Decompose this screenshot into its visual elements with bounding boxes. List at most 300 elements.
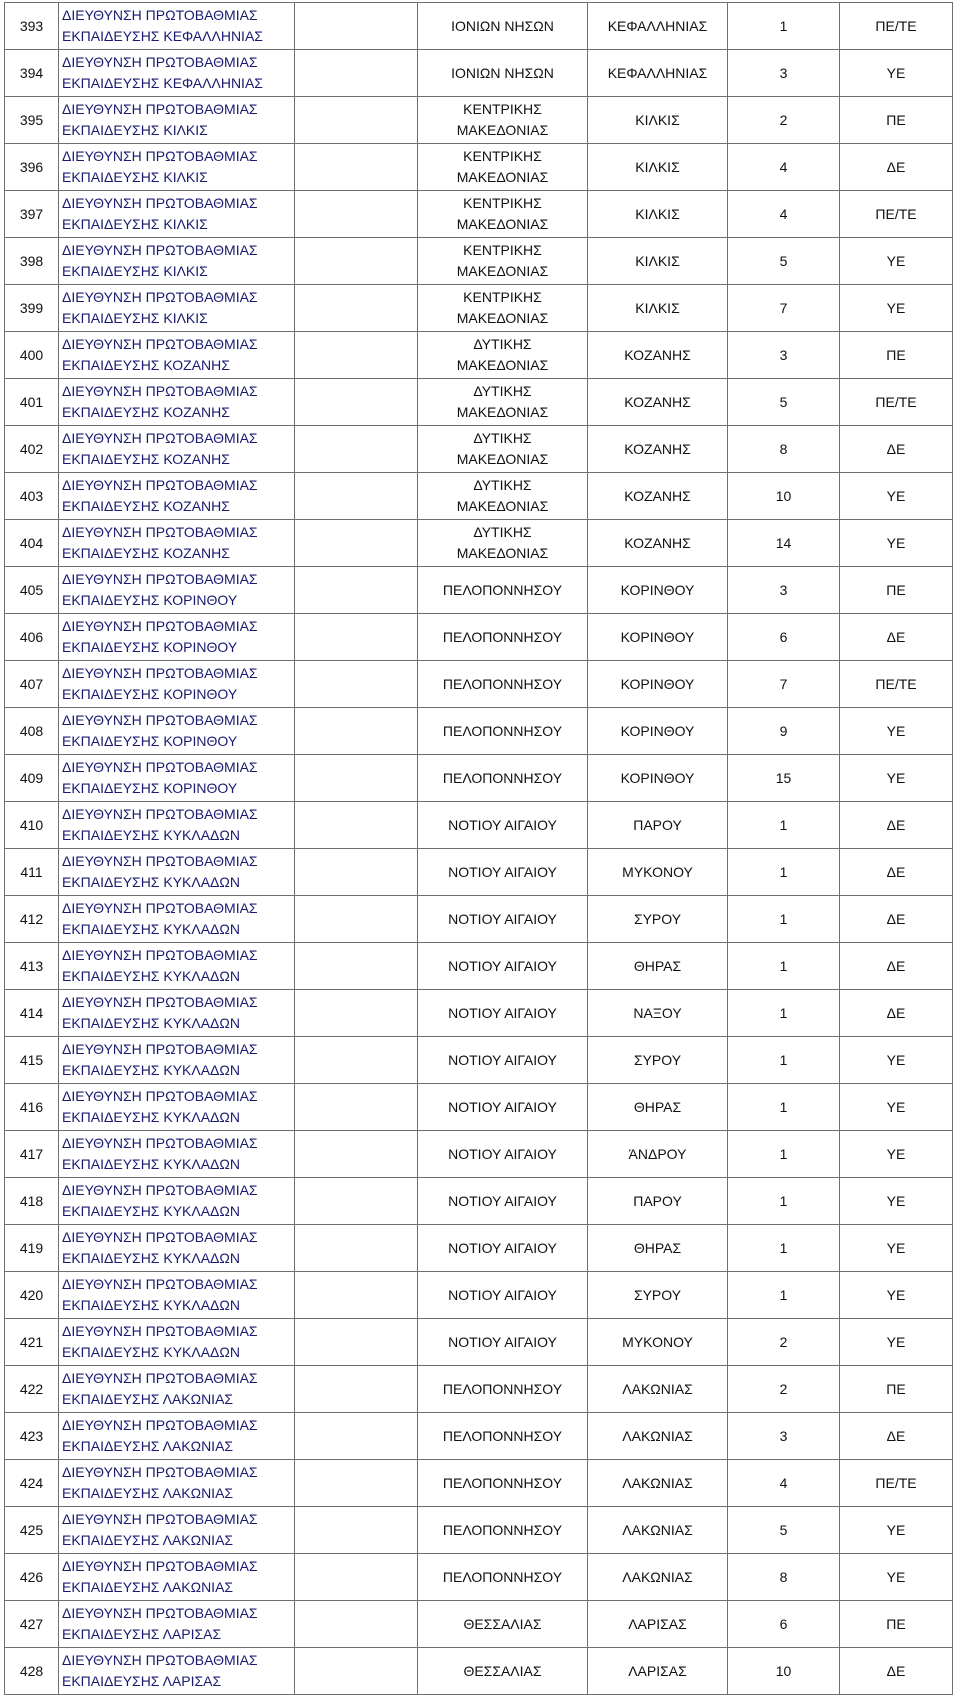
region-line: ΔΥΤΙΚΗΣ [473,336,532,352]
table-row [5,1225,953,1272]
category-cell: ΔΕ [840,144,953,191]
region-cell [418,943,588,990]
directorate-line: ΕΚΠΑΙΔΕΥΣΗΣ ΛΑΡΙΣΑΣ [62,1626,222,1642]
prefecture-cell: ΝΑΞΟΥ [588,990,728,1037]
region-cell [418,1131,588,1178]
directorate-line: ΕΚΠΑΙΔΕΥΣΗΣ ΛΑΚΩΝΙΑΣ [62,1485,234,1501]
table-row [5,567,953,614]
directorate-line: ΔΙΕΥΘΥΝΣΗ ΠΡΩΤΟΒΑΘΜΙΑΣ [62,1464,258,1480]
count-cell: 4 [728,191,840,238]
directorate-line: ΔΙΕΥΘΥΝΣΗ ΠΡΩΤΟΒΑΘΜΙΑΣ [62,101,258,117]
directorate-line: ΔΙΕΥΘΥΝΣΗ ΠΡΩΤΟΒΑΘΜΙΑΣ [62,712,258,728]
row-number: 413 [5,943,59,990]
region-line: ΚΕΝΤΡΙΚΗΣ [463,148,542,164]
region-line: ΝΟΤΙΟΥ ΑΙΓΑΙΟΥ [448,1051,557,1068]
directorate-line: ΔΙΕΥΘΥΝΣΗ ΠΡΩΤΟΒΑΘΜΙΑΣ [62,1276,258,1292]
table-row [5,1601,953,1648]
region-line: ΠΕΛΟΠΟΝΝΗΣΟΥ [442,675,563,692]
empty-cell [295,379,418,426]
row-number: 402 [5,426,59,473]
table-row [5,1084,953,1131]
table-row [5,1319,953,1366]
region-cell [418,1084,588,1131]
row-number: 424 [5,1460,59,1507]
count-cell: 6 [728,614,840,661]
category-cell: ΔΕ [840,614,953,661]
category-cell: ΥΕ [840,1225,953,1272]
directorate-line: ΕΚΠΑΙΔΕΥΣΗΣ ΚΟΖΑΝΗΣ [62,357,230,373]
region-line: ΠΕΛΟΠΟΝΝΗΣΟΥ [442,1427,563,1444]
region-cell [418,1460,588,1507]
directorate-cell [59,567,295,614]
category-cell: ΠΕ [840,1601,953,1648]
directorate-line: ΔΙΕΥΘΥΝΣΗ ΠΡΩΤΟΒΑΘΜΙΑΣ [62,195,258,211]
category-cell: ΥΕ [840,755,953,802]
category-cell: ΥΕ [840,473,953,520]
directorate-line: ΕΚΠΑΙΔΕΥΣΗΣ ΚΥΚΛΑΔΩΝ [62,1015,240,1031]
prefecture-cell: ΛΑΚΩΝΙΑΣ [588,1460,728,1507]
table-row [5,990,953,1037]
region-line: ΝΟΤΙΟΥ ΑΙΓΑΙΟΥ [448,1333,557,1350]
count-cell: 5 [728,379,840,426]
region-cell [418,1601,588,1648]
directorate-line: ΔΙΕΥΘΥΝΣΗ ΠΡΩΤΟΒΑΘΜΙΑΣ [62,1182,258,1198]
row-number: 422 [5,1366,59,1413]
row-number: 409 [5,755,59,802]
region-cell [418,1554,588,1601]
row-number: 404 [5,520,59,567]
prefecture-cell: ΚΟΖΑΝΗΣ [588,332,728,379]
directorate-line: ΕΚΠΑΙΔΕΥΣΗΣ ΚΥΚΛΑΔΩΝ [62,1344,240,1360]
prefecture-cell: ΆΝΔΡΟΥ [588,1131,728,1178]
category-cell: ΥΕ [840,50,953,97]
empty-cell [295,661,418,708]
region-cell [418,379,588,426]
directorate-cell [59,473,295,520]
directorate-cell [59,520,295,567]
region-cell [418,191,588,238]
prefecture-cell: ΚΙΛΚΙΣ [588,191,728,238]
prefecture-cell: ΚΟΡΙΝΘΟΥ [588,755,728,802]
region-cell [418,661,588,708]
category-cell: ΥΕ [840,1554,953,1601]
table-row [5,50,953,97]
region-line: ΘΕΣΣΑΛΙΑΣ [463,1662,542,1679]
table-row [5,1178,953,1225]
directorate-cell [59,1272,295,1319]
directorate-cell [59,3,295,50]
directorate-cell [59,285,295,332]
region-line: ΜΑΚΕΔΟΝΙΑΣ [456,216,549,232]
empty-cell [295,990,418,1037]
count-cell: 1 [728,1037,840,1084]
region-line: ΠΕΛΟΠΟΝΝΗΣΟΥ [442,722,563,739]
category-cell: ΠΕ [840,1366,953,1413]
row-number: 408 [5,708,59,755]
prefecture-cell: ΘΗΡΑΣ [588,1225,728,1272]
directorate-line: ΕΚΠΑΙΔΕΥΣΗΣ ΚΥΚΛΑΔΩΝ [62,1109,240,1125]
row-number: 407 [5,661,59,708]
row-number: 412 [5,896,59,943]
table-row [5,473,953,520]
row-number: 416 [5,1084,59,1131]
prefecture-cell: ΚΙΛΚΙΣ [588,144,728,191]
directorate-line: ΕΚΠΑΙΔΕΥΣΗΣ ΚΙΛΚΙΣ [62,216,208,232]
directorate-line: ΔΙΕΥΘΥΝΣΗ ΠΡΩΤΟΒΑΘΜΙΑΣ [62,1041,258,1057]
count-cell: 3 [728,332,840,379]
empty-cell [295,1178,418,1225]
directorate-line: ΔΙΕΥΘΥΝΣΗ ΠΡΩΤΟΒΑΘΜΙΑΣ [62,289,258,305]
category-cell: ΠΕ/ΤΕ [840,3,953,50]
positions-table [4,2,953,1695]
empty-cell [295,50,418,97]
table-row [5,97,953,144]
directorate-line: ΕΚΠΑΙΔΕΥΣΗΣ ΚΟΡΙΝΘΟΥ [62,639,238,655]
row-number: 425 [5,1507,59,1554]
category-cell: ΠΕ/ΤΕ [840,191,953,238]
category-cell: ΔΕ [840,802,953,849]
empty-cell [295,1366,418,1413]
count-cell: 10 [728,473,840,520]
directorate-cell [59,191,295,238]
prefecture-cell: ΚΕΦΑΛΛΗΝΙΑΣ [588,50,728,97]
directorate-line: ΕΚΠΑΙΔΕΥΣΗΣ ΚΙΛΚΙΣ [62,169,208,185]
directorate-cell [59,1648,295,1695]
count-cell: 2 [728,97,840,144]
region-line: ΜΑΚΕΔΟΝΙΑΣ [456,498,549,514]
region-line: ΝΟΤΙΟΥ ΑΙΓΑΙΟΥ [448,863,557,880]
table-row [5,3,953,50]
directorate-cell [59,144,295,191]
region-cell [418,50,588,97]
count-cell: 2 [728,1319,840,1366]
row-number: 420 [5,1272,59,1319]
directorate-cell [59,1554,295,1601]
directorate-line: ΔΙΕΥΘΥΝΣΗ ΠΡΩΤΟΒΑΘΜΙΑΣ [62,853,258,869]
table-row [5,708,953,755]
count-cell: 1 [728,1178,840,1225]
region-line: ΠΕΛΟΠΟΝΝΗΣΟΥ [442,1474,563,1491]
directorate-cell [59,1037,295,1084]
directorate-cell [59,1413,295,1460]
row-number: 415 [5,1037,59,1084]
category-cell: ΔΕ [840,990,953,1037]
region-cell [418,567,588,614]
region-cell [418,802,588,849]
region-line: ΚΕΝΤΡΙΚΗΣ [463,242,542,258]
category-cell: ΥΕ [840,1319,953,1366]
row-number: 398 [5,238,59,285]
count-cell: 1 [728,1131,840,1178]
directorate-line: ΕΚΠΑΙΔΕΥΣΗΣ ΛΑΡΙΣΑΣ [62,1673,222,1689]
region-cell [418,1225,588,1272]
count-cell: 8 [728,426,840,473]
region-cell [418,520,588,567]
directorate-cell [59,1507,295,1554]
prefecture-cell: ΣΥΡΟΥ [588,1037,728,1084]
directorate-line: ΕΚΠΑΙΔΕΥΣΗΣ ΚΟΡΙΝΘΟΥ [62,733,238,749]
table-row [5,285,953,332]
count-cell: 7 [728,661,840,708]
table-row [5,379,953,426]
directorate-cell [59,238,295,285]
empty-cell [295,97,418,144]
count-cell: 1 [728,1225,840,1272]
region-cell [418,332,588,379]
count-cell: 4 [728,144,840,191]
region-line: ΝΟΤΙΟΥ ΑΙΓΑΙΟΥ [448,910,557,927]
table-row [5,426,953,473]
directorate-line: ΕΚΠΑΙΔΕΥΣΗΣ ΛΑΚΩΝΙΑΣ [62,1391,234,1407]
table-row [5,238,953,285]
table-row [5,1648,953,1695]
table-row [5,520,953,567]
prefecture-cell: ΘΗΡΑΣ [588,943,728,990]
prefecture-cell: ΚΙΛΚΙΣ [588,97,728,144]
directorate-line: ΕΚΠΑΙΔΕΥΣΗΣ ΚΙΛΚΙΣ [62,122,208,138]
prefecture-cell: ΚΟΖΑΝΗΣ [588,520,728,567]
category-cell: ΥΕ [840,1272,953,1319]
table-row [5,191,953,238]
region-line: ΝΟΤΙΟΥ ΑΙΓΑΙΟΥ [448,1145,557,1162]
count-cell: 10 [728,1648,840,1695]
region-line: ΚΕΝΤΡΙΚΗΣ [463,289,542,305]
directorate-cell [59,1084,295,1131]
count-cell: 4 [728,1460,840,1507]
directorate-cell [59,379,295,426]
count-cell: 1 [728,1084,840,1131]
directorate-cell [59,849,295,896]
count-cell: 3 [728,567,840,614]
row-number: 421 [5,1319,59,1366]
directorate-line: ΔΙΕΥΘΥΝΣΗ ΠΡΩΤΟΒΑΘΜΙΑΣ [62,1417,258,1433]
region-line: ΜΑΚΕΔΟΝΙΑΣ [456,122,549,138]
table-row [5,614,953,661]
row-number: 426 [5,1554,59,1601]
directorate-cell [59,755,295,802]
empty-cell [295,1131,418,1178]
empty-cell [295,1413,418,1460]
region-cell [418,285,588,332]
table-row [5,1413,953,1460]
directorate-line: ΕΚΠΑΙΔΕΥΣΗΣ ΛΑΚΩΝΙΑΣ [62,1579,234,1595]
region-line: ΜΑΚΕΔΟΝΙΑΣ [456,310,549,326]
count-cell: 1 [728,849,840,896]
region-cell [418,755,588,802]
empty-cell [295,1507,418,1554]
count-cell: 3 [728,50,840,97]
region-line: ΠΕΛΟΠΟΝΝΗΣΟΥ [442,1568,563,1585]
empty-cell [295,708,418,755]
region-cell [418,849,588,896]
prefecture-cell: ΘΗΡΑΣ [588,1084,728,1131]
directorate-line: ΕΚΠΑΙΔΕΥΣΗΣ ΚΕΦΑΛΛΗΝΙΑΣ [62,28,263,44]
category-cell: ΥΕ [840,1131,953,1178]
empty-cell [295,943,418,990]
category-cell: ΥΕ [840,1178,953,1225]
region-line: ΜΑΚΕΔΟΝΙΑΣ [456,404,549,420]
row-number: 417 [5,1131,59,1178]
region-cell [418,1319,588,1366]
directorate-line: ΕΚΠΑΙΔΕΥΣΗΣ ΚΟΡΙΝΘΟΥ [62,592,238,608]
table-row [5,943,953,990]
directorate-cell [59,1131,295,1178]
count-cell: 1 [728,802,840,849]
region-line: ΝΟΤΙΟΥ ΑΙΓΑΙΟΥ [448,816,557,833]
region-cell [418,426,588,473]
region-line: ΝΟΤΙΟΥ ΑΙΓΑΙΟΥ [448,1192,557,1209]
count-cell: 6 [728,1601,840,1648]
region-cell [418,1413,588,1460]
row-number: 427 [5,1601,59,1648]
region-cell [418,896,588,943]
table-row [5,1037,953,1084]
prefecture-cell: ΚΙΛΚΙΣ [588,238,728,285]
empty-cell [295,755,418,802]
category-cell: ΔΕ [840,426,953,473]
count-cell: 1 [728,943,840,990]
prefecture-cell: ΚΟΖΑΝΗΣ [588,426,728,473]
row-number: 399 [5,285,59,332]
directorate-cell [59,50,295,97]
directorate-cell [59,661,295,708]
directorate-cell [59,1601,295,1648]
region-line: ΝΟΤΙΟΥ ΑΙΓΑΙΟΥ [448,1286,557,1303]
empty-cell [295,1460,418,1507]
row-number: 428 [5,1648,59,1695]
prefecture-cell: ΚΟΡΙΝΘΟΥ [588,614,728,661]
count-cell: 2 [728,1366,840,1413]
prefecture-cell: ΚΟΡΙΝΘΟΥ [588,567,728,614]
directorate-line: ΔΙΕΥΘΥΝΣΗ ΠΡΩΤΟΒΑΘΜΙΑΣ [62,1135,258,1151]
directorate-line: ΕΚΠΑΙΔΕΥΣΗΣ ΚΥΚΛΑΔΩΝ [62,874,240,890]
prefecture-cell: ΛΑΡΙΣΑΣ [588,1648,728,1695]
directorate-cell [59,1460,295,1507]
directorate-line: ΔΙΕΥΘΥΝΣΗ ΠΡΩΤΟΒΑΘΜΙΑΣ [62,759,258,775]
directorate-line: ΔΙΕΥΘΥΝΣΗ ΠΡΩΤΟΒΑΘΜΙΑΣ [62,900,258,916]
directorate-cell [59,1366,295,1413]
count-cell: 8 [728,1554,840,1601]
directorate-cell [59,802,295,849]
category-cell: ΔΕ [840,849,953,896]
directorate-line: ΔΙΕΥΘΥΝΣΗ ΠΡΩΤΟΒΑΘΜΙΑΣ [62,947,258,963]
empty-cell [295,849,418,896]
row-number: 414 [5,990,59,1037]
prefecture-cell: ΛΑΡΙΣΑΣ [588,1601,728,1648]
region-line: ΔΥΤΙΚΗΣ [473,383,532,399]
directorate-line: ΔΙΕΥΘΥΝΣΗ ΠΡΩΤΟΒΑΘΜΙΑΣ [62,383,258,399]
count-cell: 1 [728,896,840,943]
directorate-line: ΔΙΕΥΘΥΝΣΗ ΠΡΩΤΟΒΑΘΜΙΑΣ [62,524,258,540]
region-cell [418,614,588,661]
region-line: ΠΕΛΟΠΟΝΝΗΣΟΥ [442,769,563,786]
prefecture-cell: ΚΟΡΙΝΘΟΥ [588,661,728,708]
empty-cell [295,567,418,614]
directorate-line: ΕΚΠΑΙΔΕΥΣΗΣ ΚΟΖΑΝΗΣ [62,451,230,467]
prefecture-cell: ΣΥΡΟΥ [588,896,728,943]
category-cell: ΠΕ [840,97,953,144]
directorate-cell [59,990,295,1037]
directorate-line: ΔΙΕΥΘΥΝΣΗ ΠΡΩΤΟΒΑΘΜΙΑΣ [62,7,258,23]
directorate-line: ΕΚΠΑΙΔΕΥΣΗΣ ΚΟΖΑΝΗΣ [62,498,230,514]
directorate-line: ΔΙΕΥΘΥΝΣΗ ΠΡΩΤΟΒΑΘΜΙΑΣ [62,336,258,352]
directorate-line: ΔΙΕΥΘΥΝΣΗ ΠΡΩΤΟΒΑΘΜΙΑΣ [62,1088,258,1104]
region-cell [418,144,588,191]
region-line: ΜΑΚΕΔΟΝΙΑΣ [456,451,549,467]
region-cell [418,1507,588,1554]
count-cell: 3 [728,1413,840,1460]
directorate-line: ΕΚΠΑΙΔΕΥΣΗΣ ΚΥΚΛΑΔΩΝ [62,1062,240,1078]
empty-cell [295,1319,418,1366]
empty-cell [295,191,418,238]
region-cell [418,238,588,285]
document-page [4,2,953,1695]
region-cell [418,97,588,144]
empty-cell [295,1601,418,1648]
empty-cell [295,3,418,50]
table-row [5,896,953,943]
row-number: 396 [5,144,59,191]
directorate-line: ΔΙΕΥΘΥΝΣΗ ΠΡΩΤΟΒΑΘΜΙΑΣ [62,1229,258,1245]
row-number: 400 [5,332,59,379]
table-row [5,849,953,896]
directorate-cell [59,896,295,943]
region-line: ΠΕΛΟΠΟΝΝΗΣΟΥ [442,581,563,598]
directorate-line: ΕΚΠΑΙΔΕΥΣΗΣ ΚΟΖΑΝΗΣ [62,404,230,420]
region-line: ΘΕΣΣΑΛΙΑΣ [463,1615,542,1632]
row-number: 406 [5,614,59,661]
directorate-cell [59,943,295,990]
directorate-cell [59,614,295,661]
directorate-cell [59,426,295,473]
directorate-line: ΕΚΠΑΙΔΕΥΣΗΣ ΚΕΦΑΛΛΗΝΙΑΣ [62,75,263,91]
directorate-line: ΔΙΕΥΘΥΝΣΗ ΠΡΩΤΟΒΑΘΜΙΑΣ [62,618,258,634]
directorate-line: ΔΙΕΥΘΥΝΣΗ ΠΡΩΤΟΒΑΘΜΙΑΣ [62,148,258,164]
count-cell: 5 [728,238,840,285]
count-cell: 14 [728,520,840,567]
empty-cell [295,1272,418,1319]
directorate-cell [59,97,295,144]
category-cell: ΔΕ [840,1413,953,1460]
empty-cell [295,285,418,332]
count-cell: 1 [728,1272,840,1319]
region-line: ΝΟΤΙΟΥ ΑΙΓΑΙΟΥ [448,1098,557,1115]
row-number: 419 [5,1225,59,1272]
directorate-line: ΔΙΕΥΘΥΝΣΗ ΠΡΩΤΟΒΑΘΜΙΑΣ [62,54,258,70]
table-row [5,802,953,849]
table-row [5,661,953,708]
directorate-line: ΕΚΠΑΙΔΕΥΣΗΣ ΚΥΚΛΑΔΩΝ [62,1297,240,1313]
directorate-line: ΕΚΠΑΙΔΕΥΣΗΣ ΚΥΚΛΑΔΩΝ [62,1203,240,1219]
directorate-line: ΔΙΕΥΘΥΝΣΗ ΠΡΩΤΟΒΑΘΜΙΑΣ [62,665,258,681]
region-line: ΙΟΝΙΩΝ ΝΗΣΩΝ [451,17,554,34]
empty-cell [295,1037,418,1084]
empty-cell [295,144,418,191]
row-number: 401 [5,379,59,426]
region-line: ΙΟΝΙΩΝ ΝΗΣΩΝ [451,64,554,81]
empty-cell [295,896,418,943]
table-row [5,332,953,379]
region-cell [418,990,588,1037]
table-row [5,1366,953,1413]
region-cell [418,1648,588,1695]
count-cell: 1 [728,990,840,1037]
region-cell [418,1366,588,1413]
region-line: ΜΑΚΕΔΟΝΙΑΣ [456,545,549,561]
region-line: ΝΟΤΙΟΥ ΑΙΓΑΙΟΥ [448,1004,557,1021]
empty-cell [295,426,418,473]
directorate-line: ΔΙΕΥΘΥΝΣΗ ΠΡΩΤΟΒΑΘΜΙΑΣ [62,1370,258,1386]
